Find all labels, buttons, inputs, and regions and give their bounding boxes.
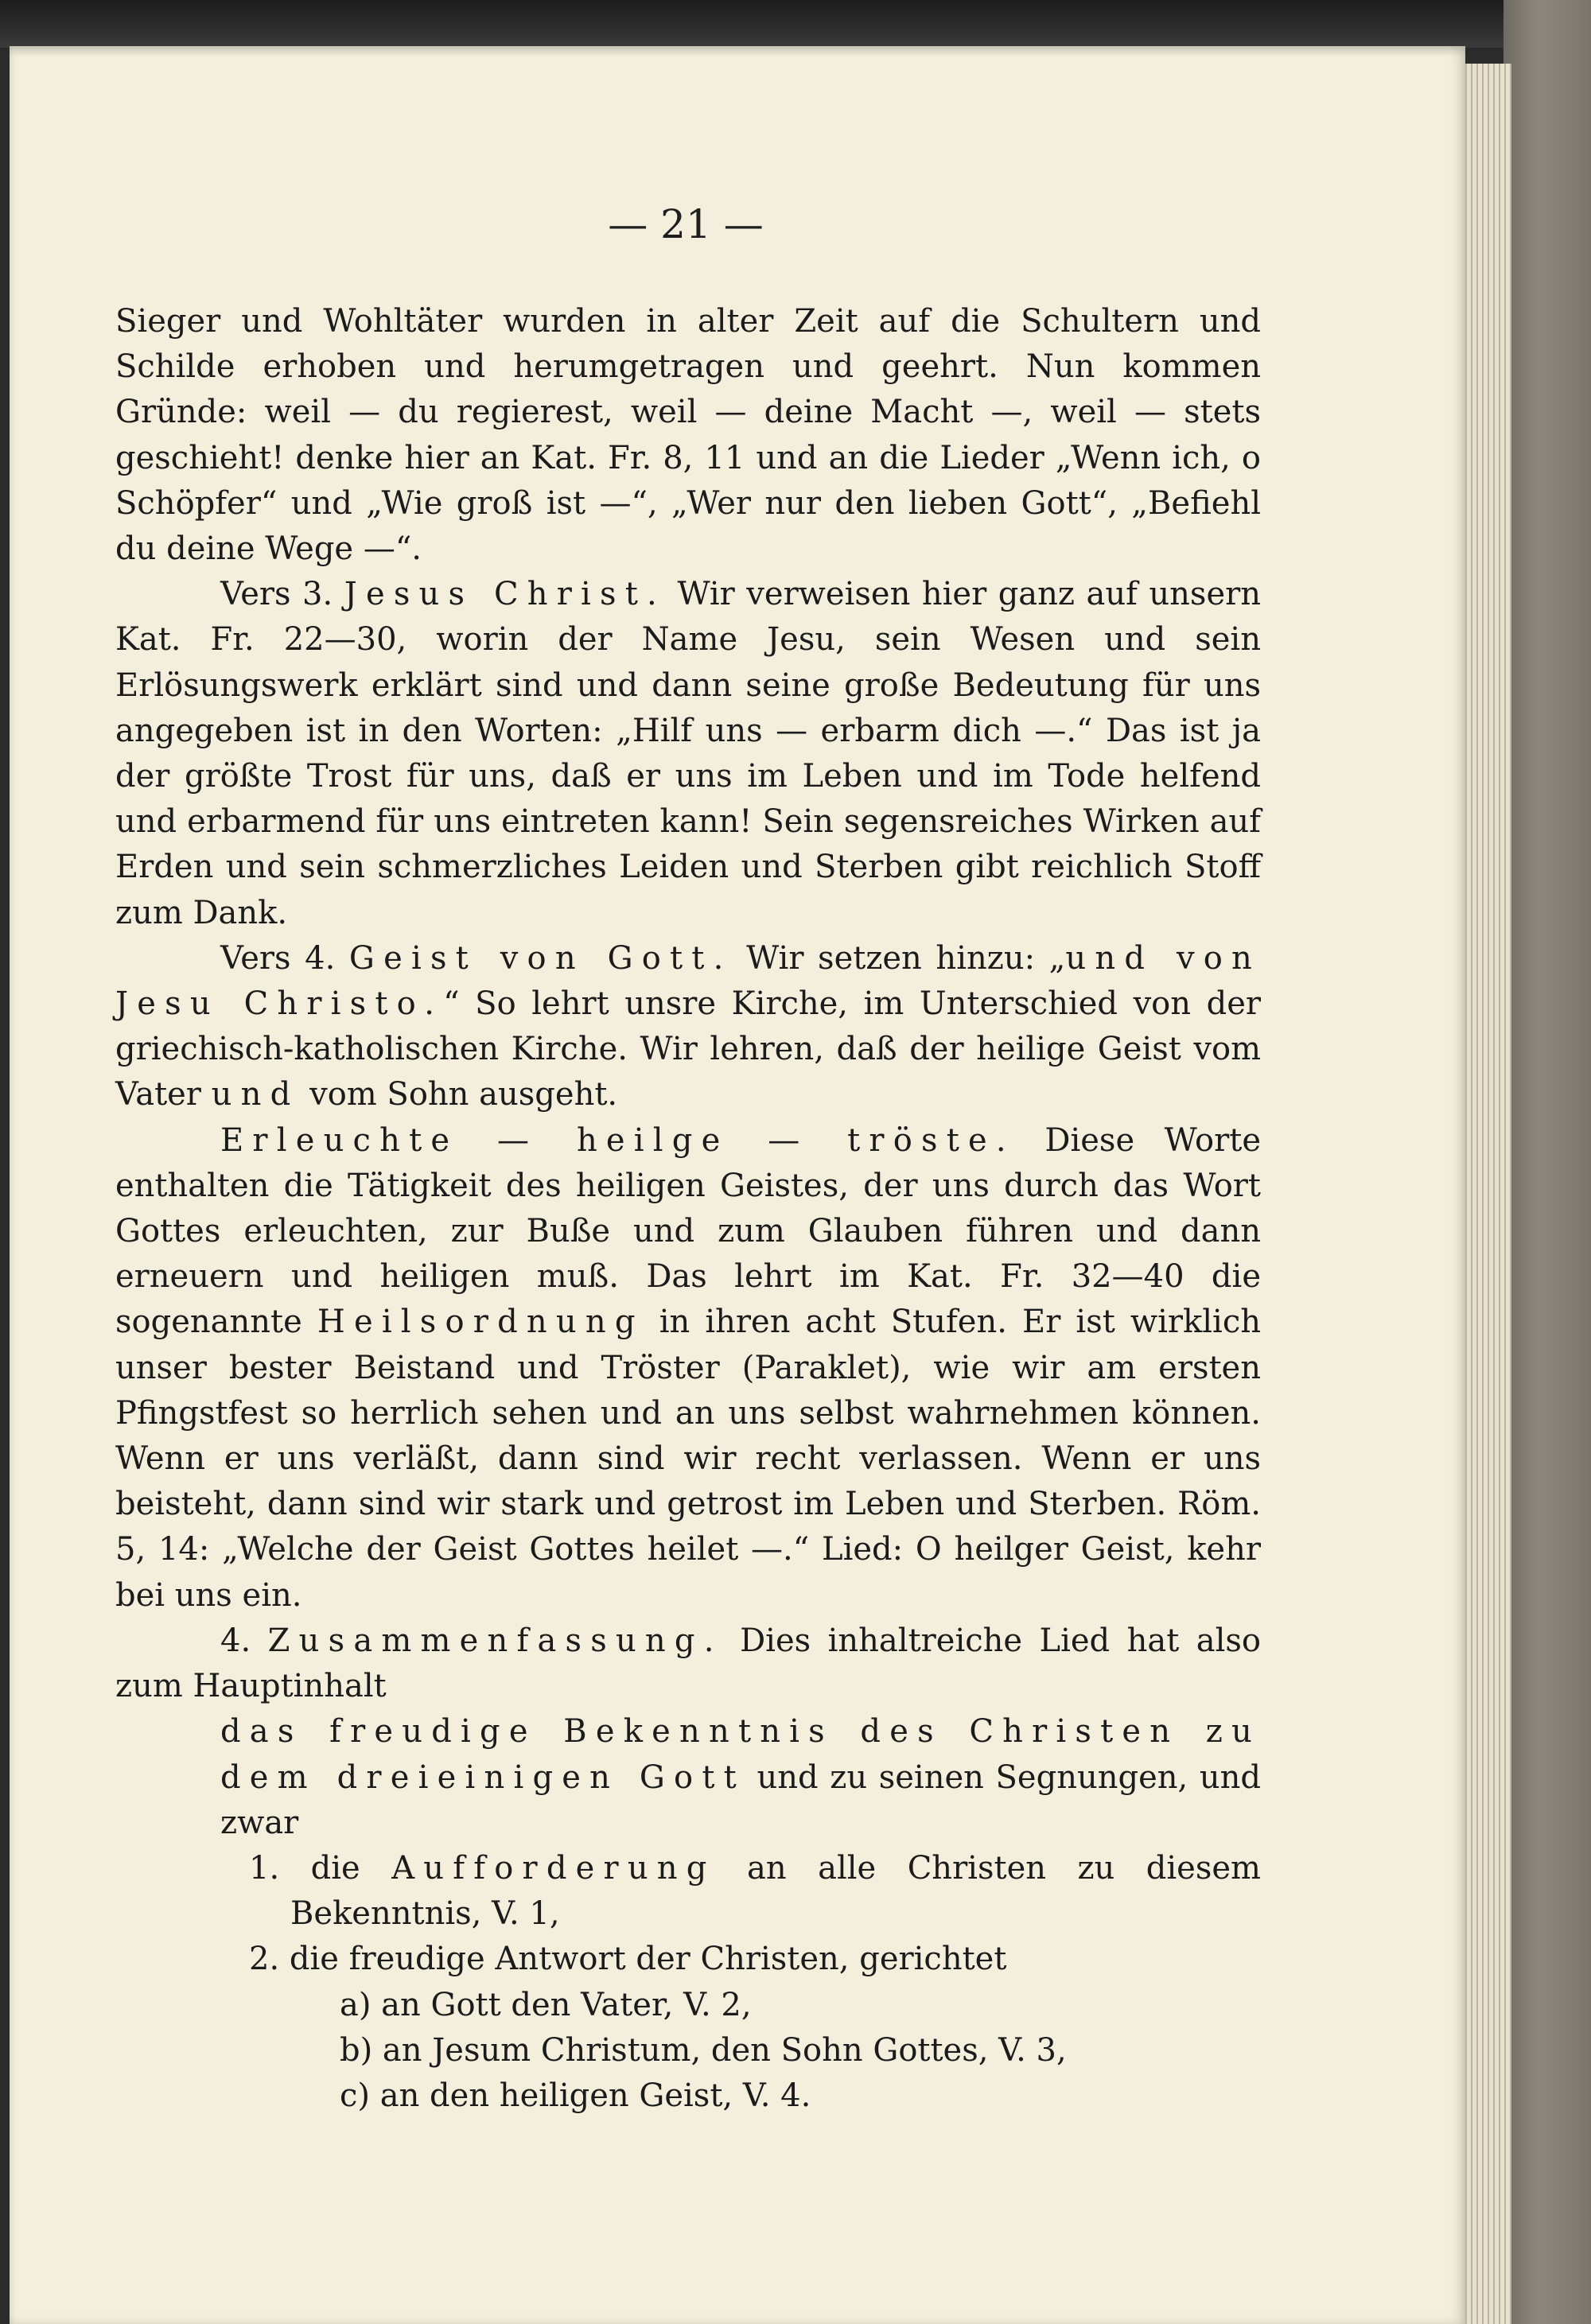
summary-statement — [115, 1709, 1261, 1846]
emphasis-zusammenfassung: Zusammenfassung. — [267, 1622, 723, 1659]
list-item-1-pre: die — [310, 1849, 360, 1887]
paragraph-erleuchte-rest: in ihren acht Stufen. Er ist wirklich unser bester Beistand und Tröster (Paraklet), wie wir am ersten Pfingstfest so herrlich sehen und an uns selbst wahrnehmen können. Wenn er uns verläßt, dann sind wir recht verlassen. Wenn er uns beisteht, dann sind wir stark und getrost im Leben und Sterben. Röm. 5, 14: „Welche der Geist Gottes heilet —.“ Lied: O heilger Geist, kehr bei uns ein. — [115, 1304, 1262, 1614]
list-item-2: 2. die freudige Antwort der Christen, gerichtet — [249, 1941, 1007, 1978]
paragraph-zusammenfassung — [115, 1619, 1261, 1709]
book-page — [10, 46, 1465, 2324]
section-number: 4. — [220, 1622, 251, 1659]
summary-rest: und zu seinen Segnungen, und zwar — [220, 1759, 1261, 1841]
emphasis-geist-von-gott: Geist von Gott. — [348, 939, 733, 977]
emphasis-und: und — [211, 1076, 300, 1113]
page-body — [115, 299, 1261, 2119]
paragraph-zusammenfassung-text: Dies inhaltreiche Lied hat also zum Hauptinhalt — [115, 1622, 1262, 1705]
list-subitem-a: a) an Gott den Vater, V. 2, — [340, 1986, 752, 2023]
list-subitem-b: b) an Jesum Christum, den Sohn Gottes, V. 3, — [340, 2031, 1067, 2069]
emphasis-erleuchte: Erleuchte — heilge — tröste. — [220, 1121, 1015, 1159]
paragraph-vers-4-end: vom Sohn ausgeht. — [309, 1076, 618, 1113]
vers-label: Vers 4. — [220, 939, 336, 977]
list-item-1 — [115, 1846, 1261, 1937]
paragraph-vers-4-text-2: “ So lehrt unsre Kirche, im Unterschied von der griechisch-katholischen Kirche. Wir lehren, daß der heilige Geist vom Vater — [115, 985, 1261, 1113]
list-number: 1. — [249, 1849, 280, 1887]
list-item-1-rest: an alle Christen zu diesem Bekenntnis, V. 1, — [290, 1849, 1261, 1933]
emphasis-jesus-christ: Jesus Christ. — [344, 576, 666, 613]
emphasis-und-von-jesu: und von Jesu Christo. — [115, 939, 1261, 1023]
paragraph-erleuchte — [115, 1118, 1261, 1619]
vers-label: Vers 3. — [220, 576, 333, 613]
book-cover-edge — [1503, 0, 1591, 2324]
paragraph-vers-4-text: Wir setzen hinzu: „ — [746, 939, 1066, 977]
book-edge-top — [0, 0, 1591, 48]
paragraph-vers-4 — [115, 936, 1261, 1118]
emphasis-heilsordnung: Heilsordnung — [317, 1304, 644, 1341]
paragraph-vers-3 — [115, 572, 1261, 936]
emphasis-summary: das freudige Bekenntnis des Christen zu dem dreieinigen Gott — [220, 1713, 1261, 1796]
emphasis-aufforderung: Aufforderung — [391, 1849, 716, 1887]
paragraph-vers-3-text: Wir verweisen hier ganz auf unsern Kat. Fr. 22—30, worin der Name Jesu, sein Wesen und sein Erlösungswerk erklärt sind und dann seine große Bedeutung für uns angegeben ist in den Worten: „Hilf uns — erbarm dich —.“ Das ist ja der größte Trost für uns, daß er uns im Leben und im Tode helfend und erbarmend für uns eintreten kann! Sein segensreiches Wirken auf Erden und sein schmerzliches Leiden und Sterben gibt reichlich Stoff zum Dank. — [115, 576, 1262, 931]
paragraph-1: Sieger und Wohltäter wurden in alter Zeit auf die Schultern und Schilde erhoben und herumgetragen und geehrt. Nun kommen Gründe: weil — du regierest, weil — deine Macht —, weil — stets geschieht! denke hier an Kat. Fr. 8, 11 und an die Lieder „Wenn ich, o Schöpfer“ und „Wie groß ist —“, „Wer nur den lieben Gott“, „Befiehl du deine Wege —“. — [115, 303, 1261, 568]
paragraph-erleuchte-text: Diese Worte enthalten die Tätigkeit des heiligen Geistes, der uns durch das Wort Gottes erleuchten, zur Buße und zum Glauben führen und dann erneuern und heiligen muß. Das lehrt im Kat. Fr. 32—40 die sogenannte — [115, 1121, 1262, 1341]
page-number: — 21 — — [608, 201, 764, 247]
list-subitem-c: c) an den heiligen Geist, V. 4. — [340, 2077, 811, 2114]
